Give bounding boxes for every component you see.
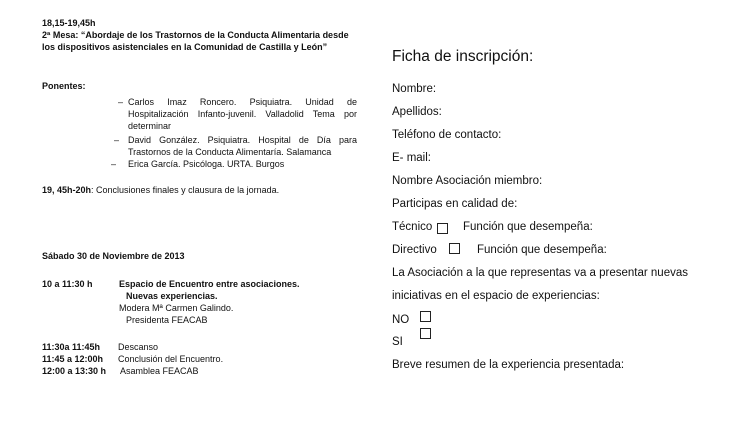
ponente-dash: – (118, 97, 124, 107)
resumen-label: Breve resumen de la experiencia presentada: (392, 359, 625, 371)
closing-time: 19, 45h-20h (42, 185, 92, 195)
schedule-time: 10 a 11:30 h (42, 279, 93, 289)
si-label: SI (392, 336, 403, 348)
schedule-time: 11:45 a 12:00h (42, 354, 104, 364)
ponente-item: David González. Psiquiatra. Hospital de Día para Trastornos de la Conducta Alimentaría. Salamanca (128, 135, 357, 157)
schedule-time: 11:30a 11:45h (42, 342, 101, 352)
ponentes-label: Ponentes: (42, 81, 86, 91)
schedule-time: 12:00 a 13:30 h (42, 366, 107, 376)
saturday-heading: Sábado 30 de Noviembre de 2013 (42, 251, 185, 261)
asociacion-label: Nombre Asociación miembro: (392, 175, 543, 187)
telefono-label: Teléfono de contacto: (392, 129, 502, 141)
directivo-funcion-label: Función que desempeña: (477, 244, 607, 256)
question-line1: La Asociación a la que representas va a presentar nuevas (392, 267, 688, 279)
ponente-item: Erica García. Psicóloga. URTA. Burgos (128, 159, 285, 169)
schedule-text: Asamblea FEACAB (120, 366, 199, 376)
form-title: Ficha de inscripción: (392, 48, 534, 65)
tecnico-checkbox[interactable] (437, 223, 448, 234)
question-line2: iniciativas en el espacio de experiencias: (392, 290, 600, 302)
no-checkbox[interactable] (420, 311, 431, 322)
directivo-label: Directivo (392, 244, 437, 256)
ponente-dash: – (111, 159, 117, 169)
calidad-label: Participas en calidad de: (392, 198, 518, 210)
schedule-text: Espacio de Encuentro entre asociaciones. (119, 279, 300, 289)
nombre-label: Nombre: (392, 83, 437, 95)
schedule-text: Descanso (118, 342, 159, 352)
ponente-item: Carlos Imaz Roncero. Psiquiatra. Unidad de Hospitalización Infanto-juvenil. Valladolid Tema por determinar (128, 97, 357, 131)
tecnico-label: Técnico (392, 221, 433, 233)
schedule-text: Nuevas experiencias. (126, 291, 218, 301)
schedule-text: Modera Mª Carmen Galindo. (119, 303, 234, 313)
schedule-text: Presidenta FEACAB (126, 315, 208, 325)
closing-text: : Conclusiones finales y clausura de la jornada. (91, 185, 280, 195)
ponente-dash: – (114, 135, 120, 145)
si-checkbox[interactable] (420, 328, 431, 339)
apellidos-label: Apellidos: (392, 106, 442, 118)
email-label: E- mail: (392, 152, 431, 164)
directivo-checkbox[interactable] (449, 243, 460, 254)
session-time: 18,15-19,45h (42, 18, 96, 28)
mesa-title-line1: 2ª Mesa: “Abordaje de los Trastornos de la Conducta Alimentaria desde (42, 30, 349, 40)
schedule-text: Conclusión del Encuentro. (118, 354, 224, 364)
closing-line (42, 184, 279, 196)
tecnico-funcion-label: Función que desempeña: (463, 221, 593, 233)
mesa-title-line2: los dispositivos asistenciales en la Comunidad de Castilla y León” (42, 42, 328, 52)
no-label: NO (392, 314, 410, 326)
